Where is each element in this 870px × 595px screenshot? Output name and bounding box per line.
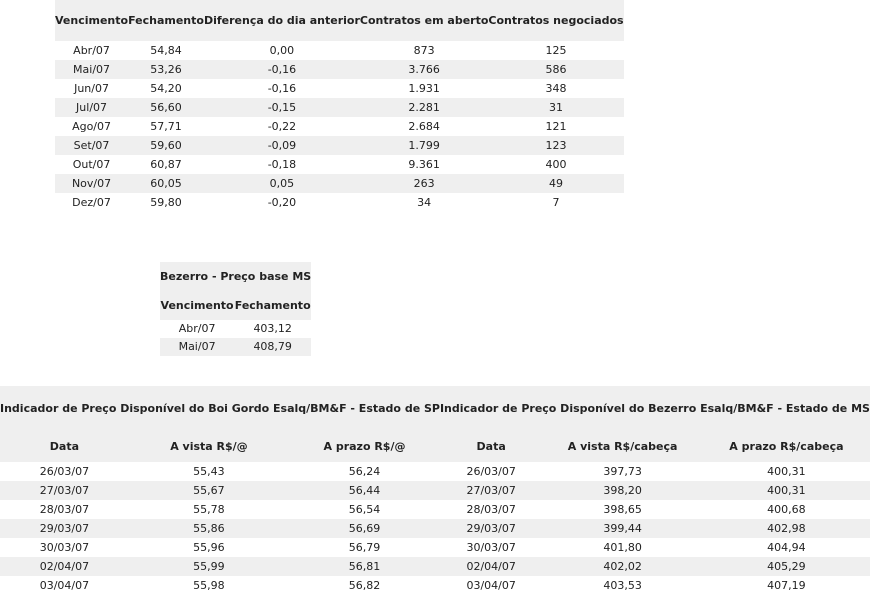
cell-fechamento: 56,60 [150, 101, 182, 114]
col-a-vista: A vista R$/@ [170, 440, 248, 453]
table-row [55, 98, 624, 117]
table-row [0, 557, 870, 576]
cell-fechamento: 59,80 [150, 196, 182, 209]
table-row [0, 500, 870, 519]
cell-vencimento: Mai/07 [73, 63, 111, 76]
cell-a-vista: 55,78 [193, 503, 225, 516]
cell-negociados: 121 [545, 120, 567, 133]
cell-vencimento: Dez/07 [72, 196, 111, 209]
cell-data: 03/04/07 [466, 579, 516, 592]
cell-diferenca: -0,22 [267, 120, 297, 133]
table-row [160, 338, 311, 356]
indicators-header-row [0, 432, 870, 462]
cell-a-vista: 55,86 [193, 522, 225, 535]
cell-vencimento: Jul/07 [76, 101, 108, 114]
calf-title-row [160, 262, 311, 292]
cell-a-prazo: 56,81 [348, 560, 381, 573]
cell-data: 02/04/07 [39, 560, 90, 573]
cell-negociados: 586 [545, 63, 567, 76]
indicators-title-row [0, 386, 870, 432]
cell-vencimento: Abr/07 [73, 44, 110, 57]
cell-a-prazo: 56,24 [348, 465, 381, 478]
cell-fechamento: 59,60 [150, 139, 182, 152]
cell-a-vista: 55,67 [193, 484, 225, 497]
cell-fechamento: 53,26 [150, 63, 182, 76]
cell-a-vista: 397,73 [603, 465, 642, 478]
cell-diferenca: 0,05 [269, 177, 295, 190]
col-vencimento: Vencimento [160, 299, 234, 312]
cell-diferenca: -0,16 [267, 82, 297, 95]
cell-negociados: 123 [545, 139, 567, 152]
cell-a-prazo: 405,29 [767, 560, 806, 573]
col-a-prazo: A prazo R$/cabeça [729, 440, 844, 453]
calf-header-row [160, 292, 311, 320]
table-row [55, 136, 624, 155]
cell-fechamento: 60,05 [150, 177, 182, 190]
futures-table [55, 0, 624, 212]
cell-a-vista: 55,43 [193, 465, 225, 478]
cell-a-vista: 398,20 [603, 484, 642, 497]
cell-negociados: 125 [545, 44, 567, 57]
cell-vencimento: Ago/07 [72, 120, 112, 133]
col-diferenca: Diferença do dia anterior [203, 13, 360, 27]
calf-price-table [160, 262, 311, 356]
cell-data: 03/04/07 [39, 579, 90, 592]
cell-fechamento: 54,20 [150, 82, 182, 95]
cell-vencimento: Jun/07 [74, 82, 109, 95]
cell-a-vista: 55,99 [193, 560, 225, 573]
cell-aberto: 263 [413, 177, 435, 190]
table-row [55, 41, 624, 60]
table-row [55, 60, 624, 79]
table-row [160, 320, 311, 338]
table-row [0, 519, 870, 538]
cell-vencimento: Nov/07 [71, 177, 112, 190]
cell-diferenca: -0,09 [267, 139, 297, 152]
cell-negociados: 7 [552, 196, 560, 209]
cell-negociados: 348 [545, 82, 567, 95]
cell-fechamento: 54,84 [150, 44, 182, 57]
indicators-table [0, 386, 870, 595]
cell-fechamento: 403,12 [253, 322, 292, 335]
cell-a-prazo: 56,69 [348, 522, 381, 535]
table-row [55, 155, 624, 174]
cell-data: 26/03/07 [39, 465, 90, 478]
cell-a-prazo: 400,31 [767, 465, 806, 478]
cell-data: 30/03/07 [39, 541, 90, 554]
cell-fechamento: 57,71 [150, 120, 182, 133]
col-fechamento: Fechamento [128, 13, 204, 27]
indicator-title-bezerro: Indicador de Preço Disponível do Bezerro Esalq/BM&F - Estado de MS [439, 402, 870, 415]
cell-data: 29/03/07 [466, 522, 516, 535]
cell-a-prazo: 56,54 [348, 503, 381, 516]
table-row [0, 481, 870, 500]
cell-vencimento: Set/07 [73, 139, 110, 152]
futures-header-row [55, 0, 624, 41]
cell-a-prazo: 404,94 [767, 541, 806, 554]
cell-a-vista: 403,53 [603, 579, 642, 592]
cell-negociados: 49 [549, 177, 564, 190]
table-row [0, 538, 870, 557]
col-data: Data [49, 440, 80, 453]
cell-negociados: 400 [545, 158, 567, 171]
cell-vencimento: Mai/07 [178, 340, 216, 353]
cell-a-prazo: 56,44 [348, 484, 381, 497]
cell-diferenca: -0,18 [267, 158, 297, 171]
cell-aberto: 34 [417, 196, 432, 209]
table-row [55, 193, 624, 212]
col-contratos-negociados: Contratos negociados [488, 13, 624, 27]
table-row [55, 117, 624, 136]
cell-fechamento: 408,79 [253, 340, 292, 353]
cell-a-vista: 55,96 [193, 541, 225, 554]
cell-negociados: 31 [549, 101, 564, 114]
cell-data: 28/03/07 [39, 503, 90, 516]
cell-a-prazo: 402,98 [767, 522, 806, 535]
cell-a-prazo: 56,82 [348, 579, 381, 592]
cell-a-vista: 398,65 [603, 503, 642, 516]
cell-data: 27/03/07 [39, 484, 90, 497]
cell-diferenca: -0,16 [267, 63, 297, 76]
cell-a-vista: 55,98 [193, 579, 225, 592]
col-a-vista: A vista R$/cabeça [567, 440, 678, 453]
col-data: Data [476, 440, 506, 453]
cell-aberto: 1.799 [408, 139, 440, 152]
cell-diferenca: 0,00 [269, 44, 295, 57]
cell-a-vista: 399,44 [603, 522, 642, 535]
cell-data: 28/03/07 [466, 503, 516, 516]
cell-vencimento: Out/07 [72, 158, 111, 171]
cell-aberto: 2.281 [408, 101, 440, 114]
table-row [55, 174, 624, 193]
cell-aberto: 873 [413, 44, 435, 57]
cell-a-prazo: 400,68 [767, 503, 806, 516]
cell-data: 26/03/07 [466, 465, 516, 478]
col-a-prazo: A prazo R$/@ [323, 440, 406, 453]
cell-diferenca: -0,20 [267, 196, 297, 209]
cell-data: 27/03/07 [466, 484, 516, 497]
cell-aberto: 2.684 [408, 120, 440, 133]
cell-aberto: 3.766 [408, 63, 440, 76]
indicator-title-boi-gordo: Indicador de Preço Disponível do Boi Gordo Esalq/BM&F - Estado de SP [0, 402, 440, 415]
cell-a-vista: 402,02 [603, 560, 642, 573]
cell-aberto: 1.931 [408, 82, 440, 95]
table-row [0, 462, 870, 481]
cell-aberto: 9.361 [408, 158, 440, 171]
cell-data: 02/04/07 [466, 560, 516, 573]
cell-a-prazo: 56,79 [348, 541, 381, 554]
col-fechamento: Fechamento [234, 299, 311, 312]
cell-vencimento: Abr/07 [178, 322, 216, 335]
cell-a-prazo: 400,31 [767, 484, 806, 497]
cell-a-vista: 401,80 [603, 541, 642, 554]
table-row [0, 576, 870, 595]
calf-title: Bezerro - Preço base MS [160, 270, 312, 283]
col-contratos-aberto: Contratos em aberto [359, 13, 489, 27]
cell-a-prazo: 407,19 [767, 579, 806, 592]
cell-data: 29/03/07 [39, 522, 90, 535]
cell-data: 30/03/07 [466, 541, 516, 554]
col-vencimento: Vencimento [55, 13, 129, 27]
cell-fechamento: 60,87 [150, 158, 182, 171]
table-row [55, 79, 624, 98]
cell-diferenca: -0,15 [267, 101, 297, 114]
